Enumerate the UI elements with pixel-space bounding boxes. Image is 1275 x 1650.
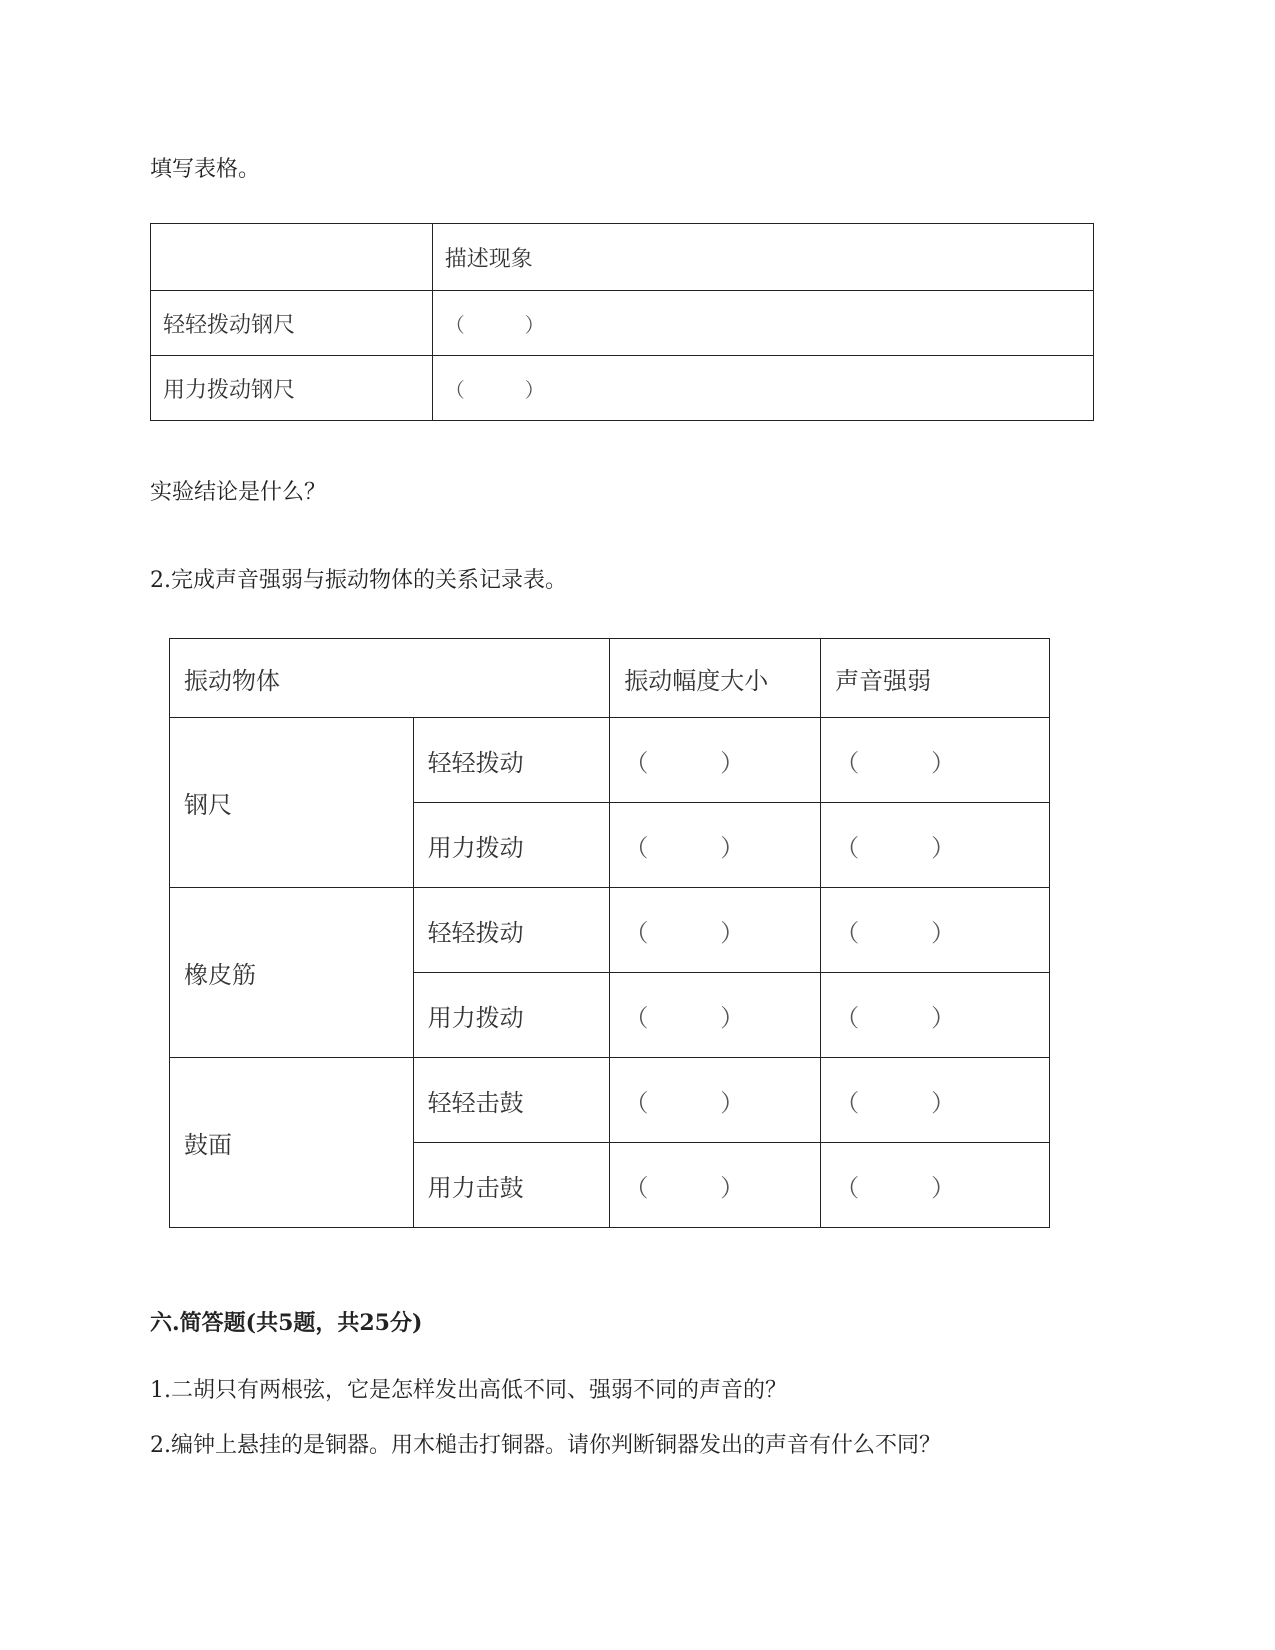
strength-blank[interactable]: （ ） [821,1143,1050,1228]
table-header-row [170,639,1050,718]
table-header-cell [151,224,433,291]
question-2-title: 2.完成声音强弱与振动物体的关系记录表。 [150,568,567,593]
table-header-cell: 振动幅度大小 [610,639,821,718]
table-header-row [151,224,1094,291]
strength-blank[interactable]: （ ） [821,1058,1050,1143]
amplitude-blank[interactable]: （ ） [610,1143,821,1228]
conclusion-question: 实验结论是什么？ [150,480,327,505]
amplitude-blank[interactable]: （ ） [610,888,821,973]
strength-blank[interactable]: （ ） [821,973,1050,1058]
section-6-question-2: 2.编钟上悬挂的是铜器。用木槌击打铜器。请你判断铜器发出的声音有什么不同？ [150,1433,941,1458]
action-cell: 用力拨动 [413,973,610,1058]
amplitude-blank[interactable]: （ ） [610,803,821,888]
intro-text: 填写表格。 [150,157,261,182]
amplitude-blank[interactable]: （ ） [610,718,821,803]
table-row [170,888,1050,973]
amplitude-blank[interactable]: （ ） [610,1058,821,1143]
table-row [170,718,1050,803]
strength-blank[interactable]: （ ） [821,803,1050,888]
action-cell: 轻轻拨动 [413,718,610,803]
table-row [151,291,1094,356]
observation-table [150,223,1094,421]
section-6-question-1: 1.二胡只有两根弦，它是怎样发出高低不同、强弱不同的声音的？ [150,1378,787,1403]
answer-blank[interactable]: （ ） [432,356,1093,421]
action-cell: 用力拨动 [413,803,610,888]
strength-blank[interactable]: （ ） [821,888,1050,973]
table-header-cell: 声音强弱 [821,639,1050,718]
row-label: 轻轻拨动钢尺 [151,291,433,356]
table-header-cell: 振动物体 [170,639,610,718]
vibration-record-table [169,638,1050,1228]
row-label: 用力拨动钢尺 [151,356,433,421]
object-cell: 钢尺 [170,718,414,888]
action-cell: 用力击鼓 [413,1143,610,1228]
section-6-title: 六.简答题(共5题，共25分) [150,1310,423,1336]
table-row [170,1058,1050,1143]
amplitude-blank[interactable]: （ ） [610,973,821,1058]
action-cell: 轻轻拨动 [413,888,610,973]
object-cell: 鼓面 [170,1058,414,1228]
answer-blank[interactable]: （ ） [432,291,1093,356]
table-row [151,356,1094,421]
action-cell: 轻轻击鼓 [413,1058,610,1143]
table-header-cell: 描述现象 [432,224,1093,291]
strength-blank[interactable]: （ ） [821,718,1050,803]
object-cell: 橡皮筋 [170,888,414,1058]
